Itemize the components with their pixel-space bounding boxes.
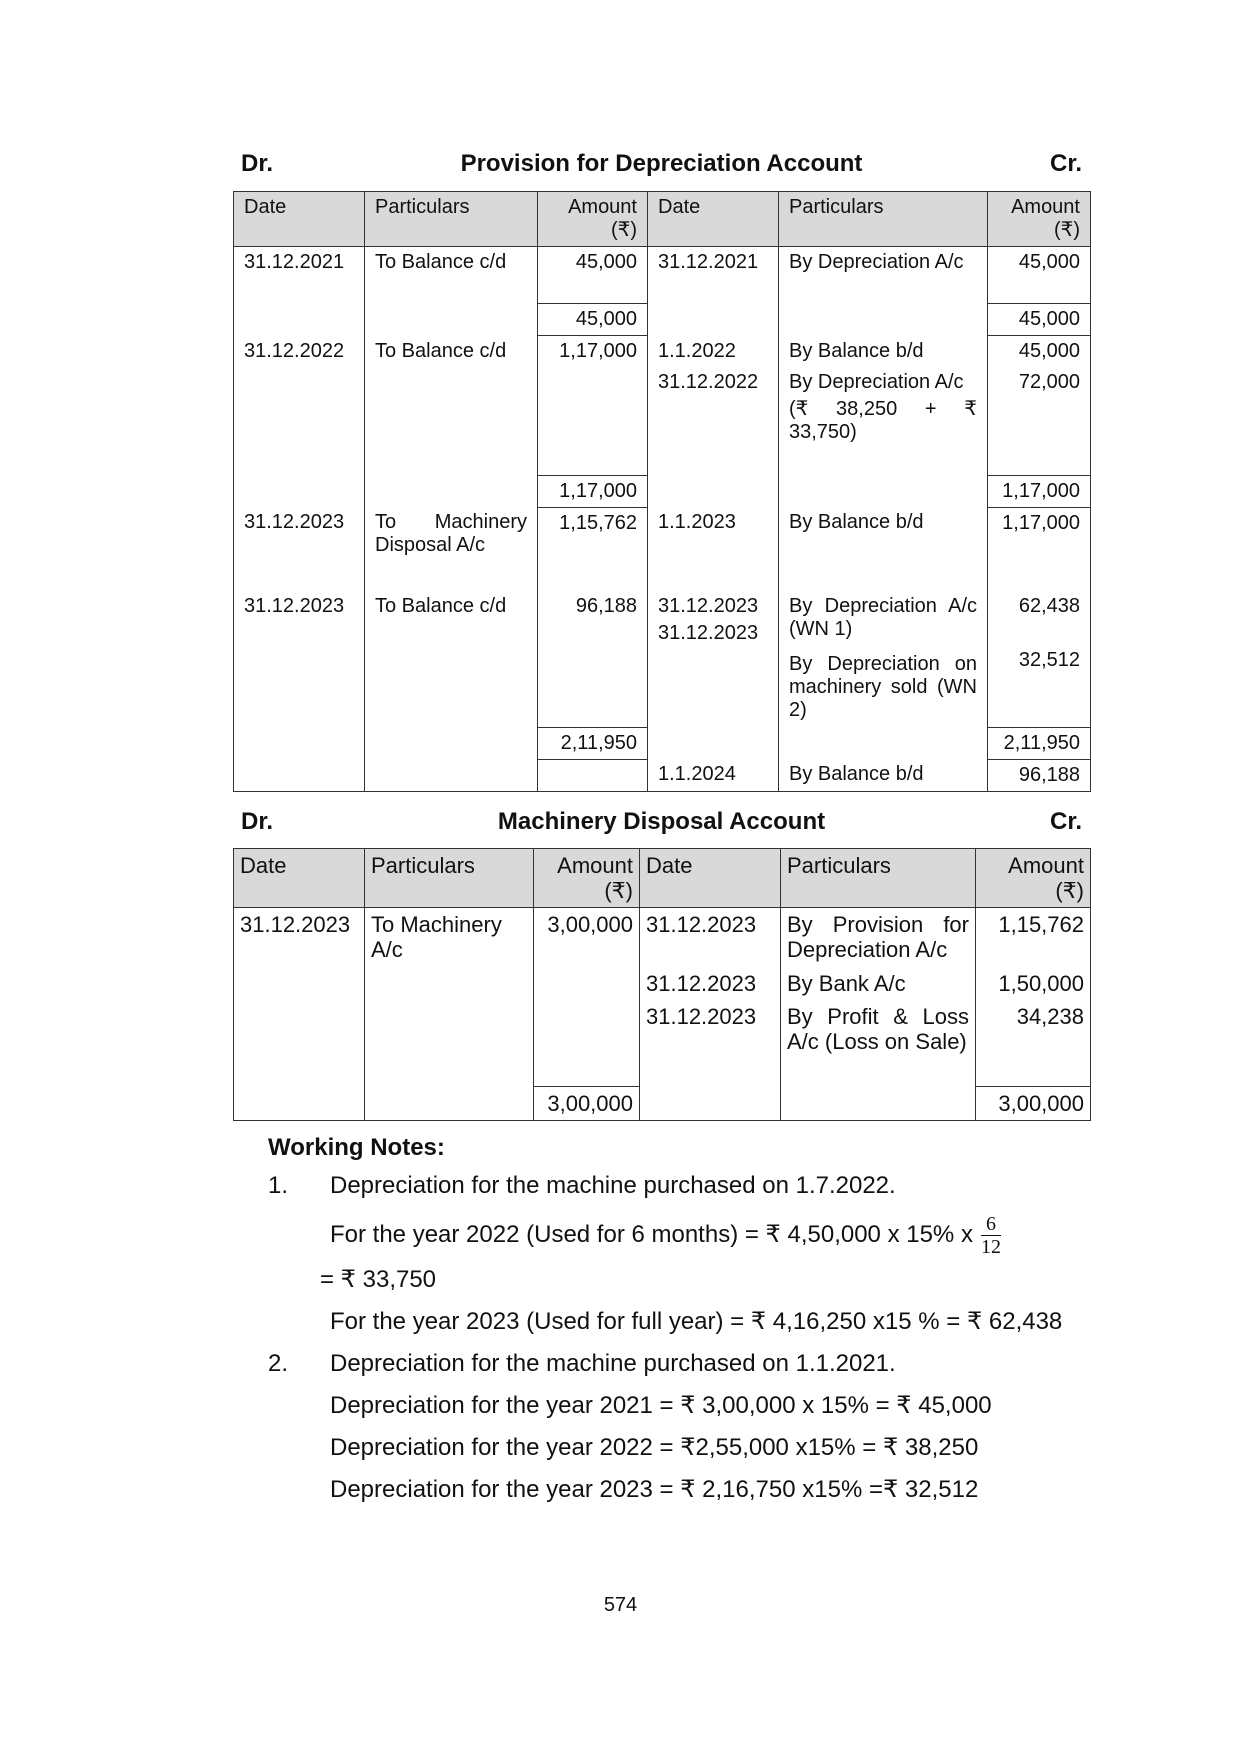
pda-heading [233,150,1090,186]
col-amount: Amount (₹) [538,192,648,247]
table-header-row [234,849,1091,908]
cell-date: 31.12.2023 31.12.2023 [648,591,779,649]
cell-amount: 1,17,000 [538,336,648,368]
cell-date: 31.12.2022 [234,336,365,368]
cell-particulars: To Balance c/d [365,247,538,304]
col-date: Date [234,849,365,908]
cell-date: 31.12.2023 [234,908,365,967]
cell-particulars: By Profit & Loss A/c (Loss on Sale) [781,1000,976,1087]
note-1-line-3: For the year 2023 (Used for full year) = ₹ 4,16,250 x15 % = ₹ 62,438 [330,1308,1063,1335]
cell-amount: 1,15,762 [538,507,648,591]
note-2-line-2: Depreciation for the year 2022 = ₹2,55,000 x15% = ₹ 38,250 [330,1434,979,1461]
cell-particulars: By Balance b/d [779,336,988,368]
table-row [234,1000,1091,1087]
col-particulars: Particulars [365,192,538,247]
page-number: 574 [603,1594,638,1616]
mda-heading [233,808,1090,844]
cell-particulars: By Provision for Depreciation A/c [781,908,976,967]
table-row [234,591,1091,649]
note-1-line-1: For the year 2022 (Used for 6 months) = ₹ 4,50,000 x 15% x $\frac{6}{12}$ [330,1213,1001,1258]
cell-amount: 62,438 [988,591,1091,649]
cell-date: 1.1.2023 [648,507,779,591]
table-row [234,367,1091,475]
col-date: Date [234,192,365,247]
cell-particulars: To Machinery A/c [365,908,534,967]
cell-amount: 1,50,000 [976,967,1091,1000]
credit-label: Cr. [1049,808,1082,835]
cell-amount: 1,17,000 [988,507,1091,591]
table-row [234,247,1091,304]
table-row [234,507,1091,591]
cell-amount: 96,188 [538,591,648,649]
cell-total: 45,000 [538,304,648,336]
cell-date: 31.12.2023 [640,1000,781,1087]
cell-date: 1.1.2024 [648,759,779,791]
cell-amount: 45,000 [538,247,648,304]
fraction: $\frac{6}{12}$ [980,1213,1001,1258]
cell-total: 1,17,000 [988,475,1091,507]
credit-label: Cr. [1049,150,1082,177]
col-particulars: Particulars [365,849,534,908]
col-date: Date [640,849,781,908]
table-row [234,908,1091,967]
table-row [234,759,1091,791]
col-amount: Amount (₹) [534,849,640,908]
cell-particulars: To Balance c/d [365,591,538,649]
table-row [234,304,1091,336]
cell-amount: 96,188 [988,759,1091,791]
cell-date: 31.12.2023 [640,967,781,1000]
cell-date: 31.12.2021 [234,247,365,304]
table-row [234,967,1091,1000]
cell-particulars: By Balance b/d [779,759,988,791]
table-row [234,649,1091,727]
cell-particulars: By Depreciation A/c [779,247,988,304]
table-row [234,1087,1091,1121]
cell-particulars: By Depreciation A/c (WN 1) [779,591,988,649]
cell-particulars: By Depreciation on machinery sold (WN 2) [779,649,988,727]
cell-total: 2,11,950 [538,727,648,759]
col-amount: Amount (₹) [988,192,1091,247]
note-2-line-3: Depreciation for the year 2023 = ₹ 2,16,750 x15% =₹ 32,512 [330,1476,979,1503]
col-particulars: Particulars [781,849,976,908]
col-amount: Amount (₹) [976,849,1091,908]
cell-total: 1,17,000 [538,475,648,507]
cell-particulars: By Bank A/c [781,967,976,1000]
cell-total: 2,11,950 [988,727,1091,759]
machinery-disposal-table [233,848,1091,1121]
provision-depreciation-table [233,191,1091,792]
note-2-line-1: Depreciation for the year 2021 = ₹ 3,00,000 x 15% = ₹ 45,000 [330,1392,992,1419]
working-notes-heading: Working Notes: [268,1134,445,1161]
cell-date: 31.12.2023 [640,908,781,967]
account-title: Machinery Disposal Account [497,808,826,835]
note-1-line-2: = ₹ 33,750 [320,1266,437,1293]
cell-amount: 45,000 [988,247,1091,304]
col-particulars: Particulars [779,192,988,247]
cell-date: 31.12.2021 [648,247,779,304]
table-row [234,475,1091,507]
table-header-row [234,192,1091,247]
cell-amount: 45,000 [988,336,1091,368]
cell-date: 31.12.2022 [648,367,779,475]
table-row [234,336,1091,368]
note-1-title: 1. Depreciation for the machine purchased on 1.7.2022. [268,1172,896,1199]
note-2-title: 2. Depreciation for the machine purchased on 1.1.2021. [268,1350,896,1377]
cell-date: 31.12.2023 [234,591,365,649]
debit-label: Dr. [241,808,274,835]
cell-particulars: By Balance b/d [779,507,988,591]
cell-particulars: To Machinery Disposal A/c [365,507,538,591]
cell-particulars: By Depreciation A/c (₹ 38,250 + ₹ 33,750) [779,367,988,475]
cell-amount: 3,00,000 [534,908,640,967]
debit-label: Dr. [241,150,274,177]
cell-total: 45,000 [988,304,1091,336]
cell-date: 1.1.2022 [648,336,779,368]
col-date: Date [648,192,779,247]
cell-amount: 34,238 [976,1000,1091,1087]
working-notes [268,1133,1098,1517]
cell-total: 3,00,000 [534,1087,640,1121]
cell-amount: 1,15,762 [976,908,1091,967]
cell-amount: 32,512 [988,649,1091,727]
account-title: Provision for Depreciation Account [460,150,863,177]
cell-date: 31.12.2023 [234,507,365,591]
cell-particulars: To Balance c/d [365,336,538,368]
cell-amount: 72,000 [988,367,1091,475]
cell-total: 3,00,000 [976,1087,1091,1121]
table-row [234,727,1091,759]
